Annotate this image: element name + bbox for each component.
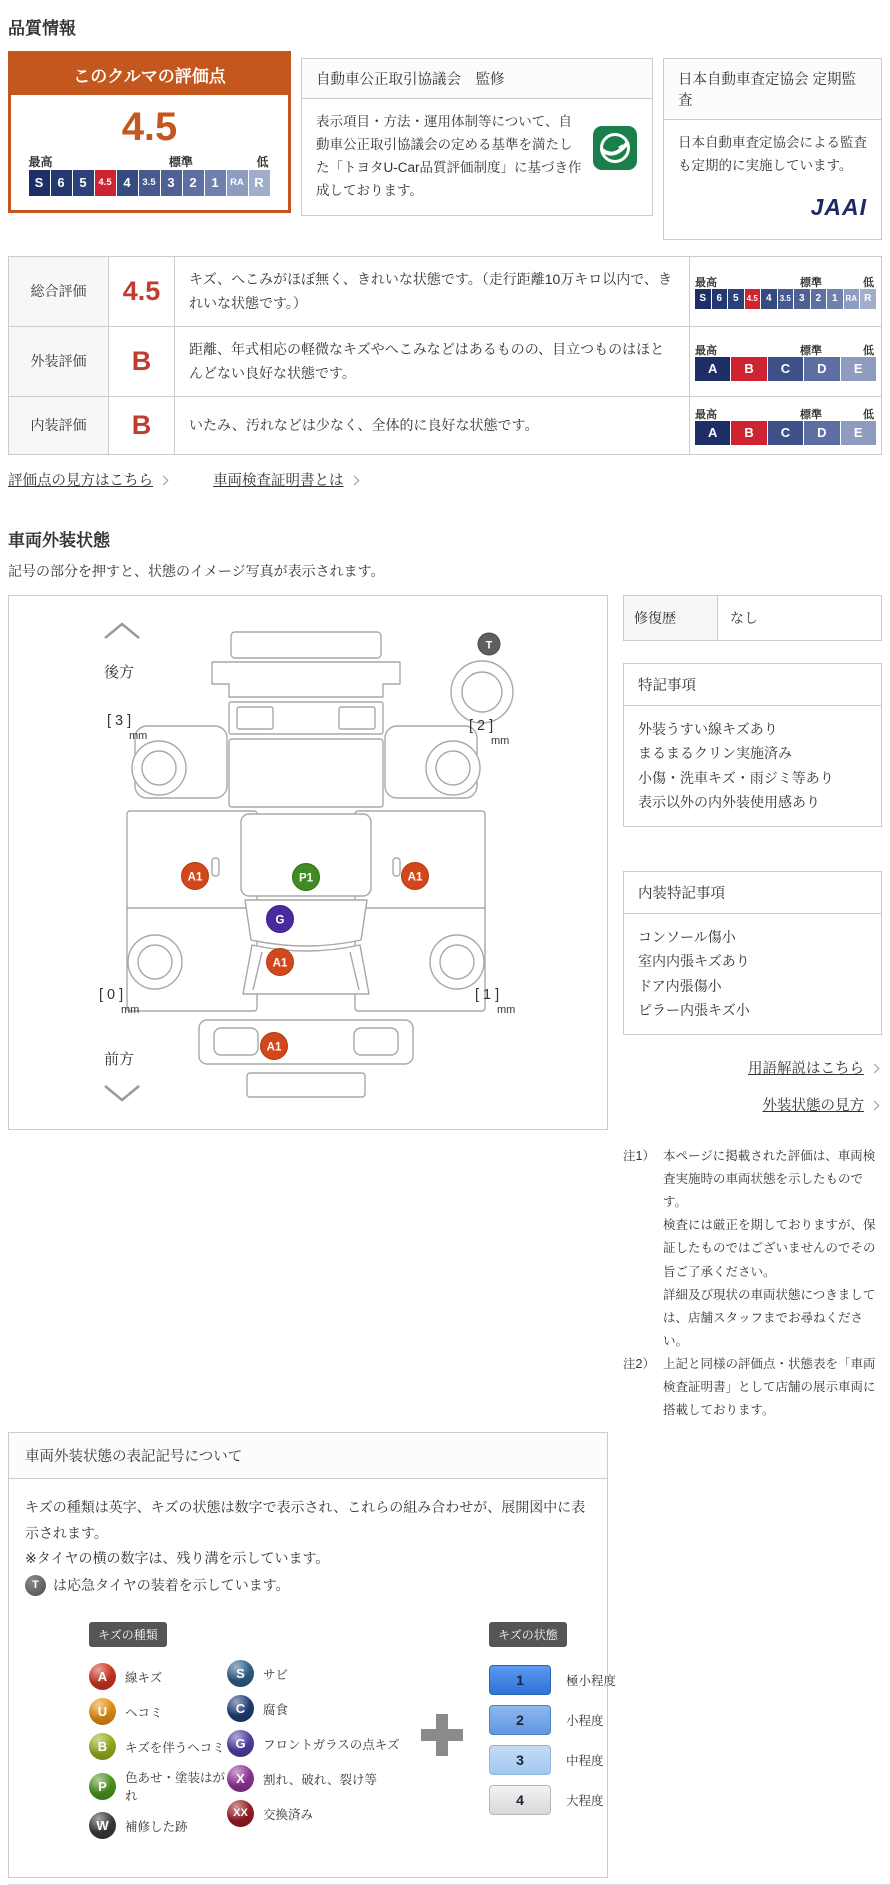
spare-note [25, 1573, 591, 1598]
legend-item-label: サビ [263, 1667, 289, 1682]
damage-type-g-icon: G [227, 1730, 254, 1757]
scale-cell: 1 [205, 170, 226, 196]
damage-type-b-icon: B [89, 1733, 116, 1760]
scale-label-standard: 標準 [799, 276, 822, 289]
scale-cell-selected: B [731, 357, 766, 381]
legend-item-label: 交換済み [263, 1807, 314, 1822]
damage-marker-left-door[interactable] [182, 862, 209, 889]
footnotes [623, 1145, 882, 1423]
overall-score-scale [695, 289, 876, 309]
list-item: 表示以外の内外装使用感あり [638, 794, 820, 811]
scale-cell: 3 [161, 170, 182, 196]
rear-bumper [231, 632, 381, 658]
list-item: 小傷・洗車キズ・雨ジミ等あり [638, 769, 834, 786]
damage-type-p-icon: P [89, 1773, 116, 1800]
legend-state-2 [489, 1705, 616, 1735]
spare-tire-badge [478, 633, 500, 655]
score-box-header: このクルマの評価点 [11, 54, 288, 95]
legend-item-corrosion [227, 1695, 415, 1722]
supervision-box-header: 自動車公正取引協議会 監修 [302, 59, 652, 99]
svg-text:A1: A1 [407, 871, 423, 884]
scale-label-low: 低 [863, 344, 874, 357]
arrow-down-icon [105, 1086, 139, 1100]
scale-cell: 3 [794, 289, 810, 309]
audit-box-header: 日本自動車査定協会 定期監査 [664, 59, 881, 120]
damage-type-xx-icon: XX [227, 1800, 254, 1827]
legend-item-label: 色あせ・塗装はがれ [125, 1771, 226, 1804]
scale-label-high: 最高 [695, 344, 717, 357]
audit-box-body: 日本自動車査定協会による監査も定期的に実施しています。 [678, 135, 867, 173]
footnote-line: 検査には厳正を期しておりますが、保証したものではございませんのでその旨ご了承ください。 [663, 1218, 876, 1279]
evaluation-table [8, 256, 882, 455]
exterior-section-title: 車両外装状態 [8, 530, 110, 550]
interior-notes-title: 内装特記事項 [624, 872, 881, 914]
unit-label: mm [121, 1003, 140, 1016]
tire-depth-front-right: [ 1 ] [475, 986, 500, 1003]
footnote-1 [623, 1145, 882, 1353]
row-label: 内装評価 [9, 396, 109, 454]
scale-cell: A [695, 421, 730, 445]
damage-marker-front-bumper[interactable] [261, 1032, 288, 1059]
scale-cell: S [29, 170, 50, 196]
exterior-section-subtitle: 記号の部分を押すと、状態のイメージ写真が表示されます。 [8, 562, 385, 579]
chevron-right-icon [870, 1064, 880, 1074]
door-handle-right [393, 858, 400, 876]
arrow-up-icon [105, 624, 139, 638]
repair-history-value: なし [730, 609, 758, 626]
tire-note: ※タイヤの横の数字は、残り溝を示しています。 [25, 1549, 330, 1566]
scale-cell: E [841, 421, 876, 445]
legend-item-label: 割れ、破れ、裂け等 [263, 1772, 378, 1787]
svg-text:A1: A1 [266, 1041, 282, 1054]
legend-item-windshield-chip [227, 1730, 415, 1757]
legend-state-4 [489, 1785, 616, 1815]
scale-cell: R [249, 170, 270, 196]
unit-label: mm [491, 734, 510, 747]
scale-label-low: 低 [863, 276, 874, 289]
symbol-legend-box [8, 1432, 617, 1878]
legend-item-label: 小程度 [566, 1714, 604, 1729]
list-item: コンソール傷小 [638, 928, 736, 945]
exterior-grade-scale [695, 357, 876, 381]
chevron-right-icon [870, 1101, 880, 1111]
row-value: 4.5 [109, 256, 175, 326]
scale-cell: C [768, 421, 803, 445]
scale-cell: A [695, 357, 730, 381]
rating-guide-link[interactable]: 評価点の見方はこちら [8, 472, 153, 489]
legend-item-repaired [89, 1812, 227, 1839]
table-row-interior [9, 396, 882, 454]
audit-box [663, 58, 882, 240]
scale-label-standard: 標準 [799, 344, 822, 357]
scale-cell-selected: 4.5 [95, 170, 116, 196]
supervision-box-body: 表示項目・方法・運用体制等について、自動車公正取引協議会の定める基準を満たした「トヨタU-Car品質評価制度」に基づき作成しております。 [316, 114, 582, 198]
legend-item-label: 線キズ [125, 1670, 163, 1685]
legend-item-label: 中程度 [566, 1754, 604, 1769]
scale-cell: D [804, 421, 839, 445]
damage-type-s-icon: S [227, 1660, 254, 1687]
score-scale [29, 153, 271, 196]
scale-label-high: 最高 [695, 408, 717, 421]
quality-summary-row [8, 51, 882, 240]
scale-label-high: 最高 [28, 155, 53, 169]
footnote-2 [623, 1353, 882, 1422]
legend-item-crack [227, 1765, 415, 1792]
car-unfolded-drawing [9, 596, 607, 1129]
svg-text:A1: A1 [272, 957, 288, 970]
certificate-link[interactable]: 車両検査証明書とは [213, 472, 344, 489]
footnote-line: 詳細及び現状の車両状態につきましては、店舗スタッフまでお尋ねください。 [663, 1287, 876, 1348]
damage-legend [9, 1606, 617, 1877]
legend-item-label: 極小程度 [566, 1674, 617, 1689]
jaai-logo: JAAI [810, 193, 867, 220]
legend-item-label: フロントガラスの点キズ [263, 1737, 400, 1752]
scale-cell: 5 [73, 170, 94, 196]
state-3-icon: 3 [489, 1745, 551, 1775]
scale-cell-selected: B [731, 421, 766, 445]
chevron-right-icon [349, 476, 359, 486]
scale-cell: 2 [811, 289, 827, 309]
scale-cell: 3.5 [139, 170, 160, 196]
row-description: いたみ、汚れなどは少なく、全体的に良好な状態です。 [175, 396, 690, 454]
exterior-guide-link[interactable]: 外装状態の見方 [762, 1097, 864, 1114]
scale-cell: 1 [827, 289, 843, 309]
damage-type-x-icon: X [227, 1765, 254, 1792]
legend-item-fading [89, 1768, 227, 1804]
row-description: 距離、年式相応の軽微なキズやへこみなどはあるものの、目立つものはほとんどない良好な状態です。 [175, 326, 690, 396]
state-1-icon: 1 [489, 1665, 551, 1695]
legend-item-dent [89, 1698, 227, 1725]
state-2-icon: 2 [489, 1705, 551, 1735]
scale-label-low: 低 [863, 408, 874, 421]
footnote-label: 注2） [623, 1357, 655, 1372]
scale-label-low: 低 [256, 155, 269, 169]
damage-type-u-icon: U [89, 1698, 116, 1725]
interior-grade-scale [695, 421, 876, 445]
scale-cell: 2 [183, 170, 204, 196]
list-item: 室内内張キズあり [638, 953, 750, 970]
spare-note-text: は応急タイヤの装着を示しています。 [53, 1577, 290, 1594]
scale-cell: 5 [728, 289, 744, 309]
list-item: ドア内張傷小 [638, 977, 722, 994]
damage-state-badge: キズの状態 [489, 1622, 567, 1647]
windshield [245, 900, 367, 946]
special-notes-box [623, 663, 882, 827]
tire-depth-front-left: [ 0 ] [99, 986, 124, 1003]
row-value: B [109, 326, 175, 396]
symbol-description: キズの種類は英字、キズの状態は数字で表示され、これらの組み合わせが、展開図中に表示されます。 [25, 1499, 586, 1541]
unit-label: mm [497, 1003, 516, 1016]
row-label: 外装評価 [9, 326, 109, 396]
scale-label-standard: 標準 [799, 408, 822, 421]
legend-item-scratch [89, 1663, 227, 1690]
scale-cell: S [695, 289, 711, 309]
scale-cell: 6 [712, 289, 728, 309]
scale-cell: E [841, 357, 876, 381]
state-4-icon: 4 [489, 1785, 551, 1815]
chevron-right-icon [159, 476, 169, 486]
scale-label-standard: 標準 [168, 155, 193, 169]
damage-type-w-icon: W [89, 1812, 116, 1839]
row-value: B [109, 396, 175, 454]
front-lower-grille [247, 1073, 365, 1097]
table-row-overall [9, 256, 882, 326]
repair-history-table [623, 595, 882, 641]
tire-depth-rear-left: [ 3 ] [107, 712, 132, 729]
score-scale-cells [29, 170, 271, 196]
legend-item-label: ヘコミ [125, 1705, 163, 1720]
svg-text:A1: A1 [187, 871, 203, 884]
footnote-label: 注1） [623, 1148, 655, 1163]
car-exterior-diagram [8, 595, 608, 1130]
rear-glass [229, 739, 383, 807]
table-row-exterior [9, 326, 882, 396]
front-direction-label: 前方 [104, 1050, 135, 1068]
rear-gate [212, 662, 400, 697]
svg-text:P1: P1 [298, 872, 314, 885]
damage-type-a-icon: A [89, 1663, 116, 1690]
legend-state-3 [489, 1745, 616, 1775]
damage-marker-windshield[interactable] [267, 905, 294, 932]
car-score-box [8, 51, 291, 213]
legend-state-1 [489, 1665, 616, 1695]
svg-text:T: T [485, 639, 493, 652]
damage-type-badge: キズの種類 [89, 1622, 167, 1647]
scale-cell: 6 [51, 170, 72, 196]
footnote-line: 本ページに掲載された評価は、車両検査実施時の車両状態を示したものです。 [663, 1148, 876, 1210]
scale-label-high: 最高 [695, 276, 717, 289]
table-links-row [8, 469, 882, 490]
door-handle-left [212, 858, 219, 876]
legend-item-rust [227, 1660, 415, 1687]
page-title: 品質情報 [8, 19, 76, 38]
rear-direction-label: 後方 [104, 663, 135, 681]
legend-item-replaced [227, 1800, 415, 1827]
legend-item-label: 腐食 [263, 1702, 289, 1717]
glossary-link[interactable]: 用語解説はこちら [748, 1060, 864, 1077]
tire-depth-rear-right: [ 2 ] [469, 717, 494, 734]
scale-cell: D [804, 357, 839, 381]
scale-cell: C [768, 357, 803, 381]
scale-cell: RA [844, 289, 860, 309]
list-item: 外装うすい線キズあり [638, 720, 778, 737]
scale-cell: R [860, 289, 876, 309]
damage-type-c-icon: C [227, 1695, 254, 1722]
score-scale-labels [29, 153, 271, 170]
legend-item-label: 補修した跡 [125, 1819, 188, 1834]
damage-marker-right-door[interactable] [402, 862, 429, 889]
svg-text:G: G [275, 914, 285, 927]
spare-tire-icon: T [25, 1575, 46, 1596]
scale-cell-selected: 4.5 [745, 289, 761, 309]
plus-icon [421, 1714, 463, 1756]
scale-cell: RA [227, 170, 248, 196]
scale-cell: 4 [117, 170, 138, 196]
exterior-side-column [623, 595, 882, 1423]
fair-trade-council-logo-icon [592, 125, 638, 171]
row-label: 総合評価 [9, 256, 109, 326]
unit-label: mm [129, 729, 148, 742]
scale-cell: 3.5 [778, 289, 794, 309]
legend-item-dent-with-scratch [89, 1733, 227, 1760]
damage-marker-roof[interactable] [293, 863, 320, 890]
score-value: 4.5 [121, 105, 178, 149]
damage-marker-hood[interactable] [267, 948, 294, 975]
interior-notes-box [623, 871, 882, 1035]
legend-item-label: キズを伴うヘコミ [125, 1740, 225, 1755]
special-notes-title: 特記事項 [624, 664, 881, 706]
legend-item-label: 大程度 [566, 1794, 604, 1809]
scale-cell: 4 [761, 289, 777, 309]
footnote-line: 上記と同様の評価点・状態表を「車両検査証明書」として店舗の展示車両に搭載しております。 [663, 1357, 876, 1418]
repair-history-label: 修復歴 [624, 596, 718, 640]
row-description: キズ、へこみがほぼ無く、きれいな状態です。（走行距離10万キロ以内で、きれいな状態です。） [175, 256, 690, 326]
supervision-box [301, 58, 653, 216]
list-item: まるまるクリン実施済み [638, 745, 792, 762]
symbol-legend-title: 車両外装状態の表記記号について [9, 1433, 607, 1479]
list-item: ピラー内張キズ小 [638, 1002, 750, 1019]
